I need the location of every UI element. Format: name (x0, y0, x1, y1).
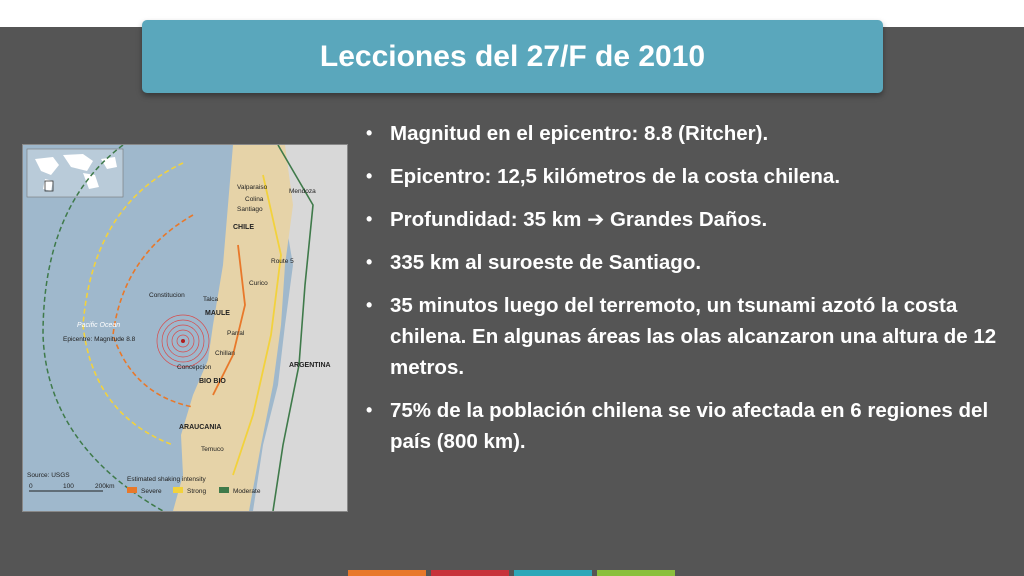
epicentre-label: Epicentre: Magnitude 8.8 (63, 336, 136, 343)
bullet-tsunami: • 35 minutos luego del terremoto, un tsunami azotó la costa chilena. En algunas áreas las olas alcanzaron una altura de 12 metros. (364, 290, 1004, 383)
city-colina: Colina (245, 196, 264, 203)
legend-strong: Strong (187, 488, 207, 495)
city-constitucion: Constitucion (149, 292, 185, 299)
city-talca: Talca (203, 296, 219, 303)
legend-strong-swatch (173, 487, 183, 493)
bullet-profundidad: • Profundidad: 35 km ➔ Grandes Daños. (364, 204, 1004, 235)
city-parral: Parral (227, 330, 245, 337)
route-label: Route 5 (271, 258, 294, 265)
city-curico: Curico (249, 280, 268, 287)
bar-teal (514, 570, 592, 576)
earthquake-map (22, 144, 348, 512)
bullet-dot: • (366, 123, 373, 143)
city-valparaiso: Valparaiso (237, 184, 268, 191)
region-argentina: ARGENTINA (289, 362, 331, 369)
city-concepcion: Concepcion (177, 364, 212, 371)
bar-green (597, 570, 675, 576)
scale-0: 0 (29, 483, 33, 490)
bar-orange (348, 570, 426, 576)
legend-severe: Severe (141, 488, 162, 495)
bullet-dot: • (366, 252, 373, 272)
scale-100: 100 (63, 483, 74, 490)
city-temuco: Temuco (201, 446, 224, 453)
map-source: Source: USGS (27, 472, 70, 479)
bullet-epicentro: • Epicentro: 12,5 kilómetros de la costa chilena. (364, 161, 1004, 192)
arrow-right-icon: ➔ (587, 208, 605, 231)
legend-title: Estimated shaking intensity (127, 476, 206, 483)
bullet-dot: • (366, 166, 373, 186)
bullet-dot: • (366, 400, 373, 420)
map-graphic (23, 145, 347, 511)
legend-severe-swatch (127, 487, 137, 493)
scale-200: 200km (95, 483, 115, 490)
city-chillan: Chillan (215, 350, 235, 357)
region-maule: MAULE (205, 310, 230, 317)
legend-moderate-swatch (219, 487, 229, 493)
bullet-distancia: • 335 km al suroeste de Santiago. (364, 247, 1004, 278)
bullet-dot: • (366, 209, 373, 229)
legend-moderate: Moderate (233, 488, 261, 495)
city-santiago: Santiago (237, 206, 263, 213)
city-mendoza: Mendoza (289, 188, 316, 195)
slide-title: Lecciones del 27/F de 2010 (319, 39, 706, 73)
region-araucania: ARAUCANIA (179, 424, 222, 431)
title-banner (142, 20, 883, 93)
bullet-magnitude: • Magnitud en el epicentro: 8.8 (Ritcher). (364, 118, 1004, 149)
bar-red (431, 570, 509, 576)
bullet-dot: • (366, 295, 373, 315)
bottom-color-bars (348, 570, 678, 576)
ocean-label: Pacific Ocean (77, 322, 121, 329)
region-biobio: BIO BIO (199, 378, 226, 385)
bullet-poblacion: • 75% de la población chilena se vio afectada en 6 regiones del país (800 km). (364, 395, 1004, 457)
bullet-list (364, 118, 1004, 469)
region-chile: CHILE (233, 224, 254, 231)
epicentre-marker (181, 339, 185, 343)
